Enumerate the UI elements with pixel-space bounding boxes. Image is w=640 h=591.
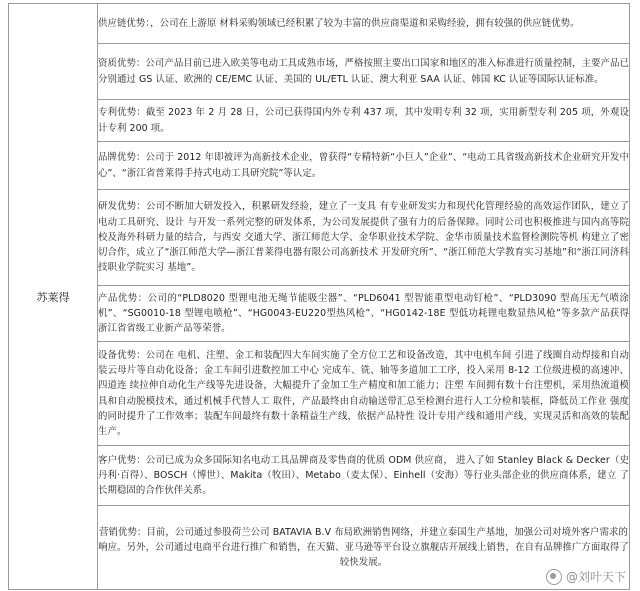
product-advantage-text: 产品优势：公司的“PLD8020 型锂电池无绳节能吸尘器”、“PLD6041 型智能重型电动钉枪”、“PLD3090 型高压无气喷涂机”、“SG0010-18 型锂电喷枪”、“HG0043-EU220型热风枪”、“HG0142-18E 型低功耗锂电数显热风枪”等多款产品获得浙江省省级工业新产品等荣誉。 (98, 292, 629, 335)
sales-advantage-text: 营销优势：目前，公司通过参股荷兰公司 BATAVIA B.V 布局欧洲销售网络，并建立泰国生产基地，加强公司对境外客户需求的响应。另外，公司通过电商平台进行推广和销售，在天猫、亚马逊等平台设立旗舰店开展线上销售，在自有品牌推广方面取得了较快发展。 (98, 526, 629, 569)
patent-advantage-cell (98, 100, 630, 142)
table-row (9, 142, 630, 190)
company-name: 苏莱得 (36, 290, 70, 304)
brand-advantage-cell (98, 142, 630, 190)
table-row (9, 342, 630, 446)
table-row (9, 4, 630, 44)
brand-advantage-text: 品牌优势：公司于 2012 年即被评为高新技术企业，曾获得“专精特新“小巨人”企业”、“电动工具省级高新技术企业研究开发中心”、“浙江省普莱得手持式电动工具研究院”等认定。 (98, 152, 629, 179)
qualification-advantage-text: 资质优势：公司产品目前已进入欧美等电动工具成熟市场，严格按照主要出口国家和地区的准入标准进行质量控制，主要产品已分别通过 GS 认证、欧洲的 CE/EMC 认证、美国的 UL/ETL 认证、澳大利亚 SAA 认证、韩国 KC 认证等国际认证标准。 (98, 58, 629, 85)
watermark-logo-icon (546, 569, 562, 585)
product-advantage-cell (98, 286, 630, 342)
table-row (9, 44, 630, 100)
advantages-table (8, 3, 630, 590)
qualification-advantage-cell (98, 44, 630, 100)
equipment-advantage-cell (98, 342, 630, 446)
table-row (9, 506, 630, 590)
patent-advantage-text: 专利优势：截至 2023 年 2 月 28 日，公司已获得国内外专利 437 项，其中发明专利 32 项，实用新型专利 205 项，外观设计专利 200 项。 (98, 107, 629, 134)
watermark-text: @刘叶天下 (565, 570, 626, 584)
supply-chain-advantage-cell (98, 4, 630, 44)
customer-advantage-cell (98, 446, 630, 506)
supply-chain-advantage-text: 供应链优势：，公司在上游原 材料采购领域已经积累了较为丰富的供应商渠道和采购经验，拥有较强的供应链优势。 (98, 17, 580, 29)
watermark (546, 568, 626, 585)
table-row (9, 446, 630, 506)
table-row (9, 100, 630, 142)
rnd-advantage-text: 研发优势：公司不断加大研发投入，积累研发经验，建立了一支具 有专业研发实力和现代化管理经验的高效运作团队，建立了电动工具研究、设计 与开发一系列完整的研发体系，为公司发展提供了强有力的后备保障。同时公司也积极推进与国内高等院校及海外科研力量的结合，与西安 交通大学、浙江师范大学、金华职业技术学院、金华市质量技术监督检测院等机 构建立了密切合作，成立了“浙江师范大学—浙江普莱得电器有限公司高新技术 开发研究所”、“浙江师范大学教育实习基地”和“浙江同济科技职业学院实习 基地”。 (98, 201, 629, 274)
customer-advantage-text: 客户优势：公司已成为众多国际知名电动工具品牌商及零售商的优质 ODM 供应商， 进入了如 Stanley Black & Decker（史丹利·百得）、BOSCH（博世）、Makita（牧田）、Metabo（麦太保）、Einhell（安海）等行业头部企业的供应商体系，建立 了长期稳固的合作伙伴关系。 (98, 454, 629, 497)
company-name-cell (9, 4, 98, 590)
rnd-advantage-cell (98, 190, 630, 286)
table-row (9, 286, 630, 342)
equipment-advantage-text: 设备优势：公司在 电机、注塑、金工和装配四大车间实施了全方位工艺和设备改造，其中电机车间 引进了线圈自动焊接和自动装云母片等自动化设备；金工车间引进数控加工中心 完成车、铣、轴等多道加工工序，投入采用 8-12 工位级进模的高速冲、四道连 续拉伸自动化生产线等先进设备，大幅提升了金加工生产精度和加工能力；注塑 车间拥有数十台注塑机，采用热流道模具和自动脱模技术，通过机械手代替人工 取件，产品最终由自动输送带汇总至检测台进行人工分检和装框，降低员工作业 强度的同时提升了工作效率；装配车间最终有数十条精益生产线，依据产品特性 设计专用产线和通用产线，实现灵活和高效的装配生产。 (98, 349, 629, 437)
table-row (9, 190, 630, 286)
